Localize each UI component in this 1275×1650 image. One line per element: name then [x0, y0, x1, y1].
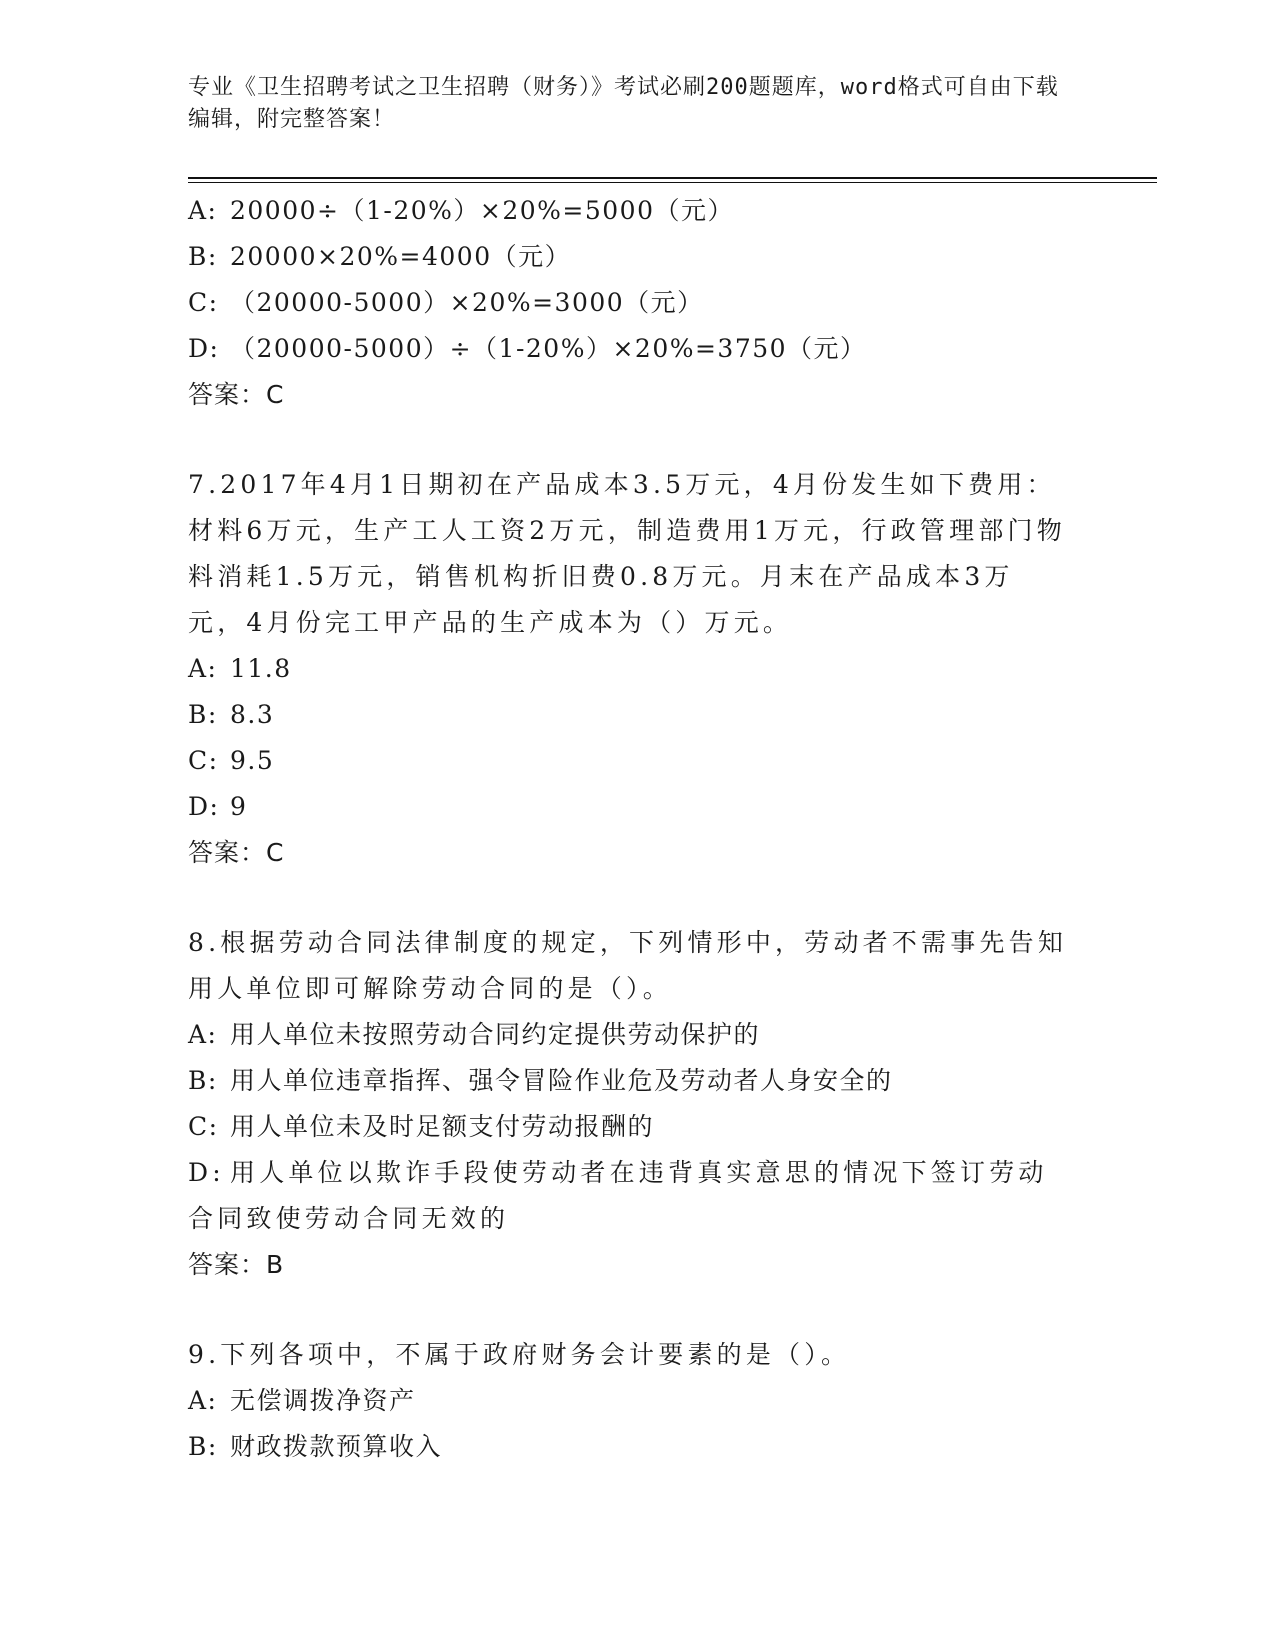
question-9-text: 9.下列各项中，不属于政府财务会计要素的是（）。	[188, 1340, 851, 1369]
option-b: B: 财政拨款预算收入	[188, 1432, 443, 1461]
option-a: A: 11.8	[188, 654, 292, 683]
option-a: A: 20000÷（1-20%）×20%=5000（元）	[188, 196, 734, 225]
page-header: 专业《卫生招聘考试之卫生招聘（财务）》考试必刷200题题库，word格式可自由下载编辑，附完整答案！	[188, 75, 1059, 132]
option-c: C: （20000-5000）×20%=3000（元）	[188, 288, 704, 317]
answer-q6: 答案：C	[188, 380, 285, 409]
option-c: C: 用人单位未及时足额支付劳动报酬的	[188, 1112, 655, 1141]
header-divider-thin	[188, 182, 1157, 183]
question-7-text: 7.2017年4月1日期初在产品成本3.5万元，4月份发生如下费用：材料6万元，生产工人工资2万元，制造费用1万元，行政管理部门物料消耗1.5万元，销售机构折旧费0.8万元。月末在产品成本3万元，4月份完工甲产品的生产成本为（）万元。	[188, 470, 1066, 637]
option-d: D: 9	[188, 792, 248, 821]
header-divider	[188, 177, 1157, 179]
answer-q7: 答案：C	[188, 838, 285, 867]
option-c: C: 9.5	[188, 746, 275, 775]
option-b: B: 用人单位违章指挥、强令冒险作业危及劳动者人身安全的	[188, 1066, 893, 1095]
option-a: A: 用人单位未按照劳动合同约定提供劳动保护的	[188, 1020, 761, 1049]
question-6-options	[188, 188, 1088, 372]
question-content	[188, 188, 1088, 1470]
option-d: D: 用人单位以欺诈手段使劳动者在违背真实意思的情况下签订劳动合同致使劳动合同无效的	[188, 1158, 1048, 1233]
option-b: B: 8.3	[188, 700, 275, 729]
option-b: B: 20000×20%=4000（元）	[188, 242, 572, 271]
answer-q8: 答案：B	[188, 1250, 285, 1279]
option-d: D: （20000-5000）÷（1-20%）×20%=3750（元）	[188, 334, 867, 363]
option-a: A: 无偿调拨净资产	[188, 1386, 416, 1415]
question-8-text: 8.根据劳动合同法律制度的规定，下列情形中，劳动者不需事先告知用人单位即可解除劳动合同的是（）。	[188, 928, 1068, 1003]
